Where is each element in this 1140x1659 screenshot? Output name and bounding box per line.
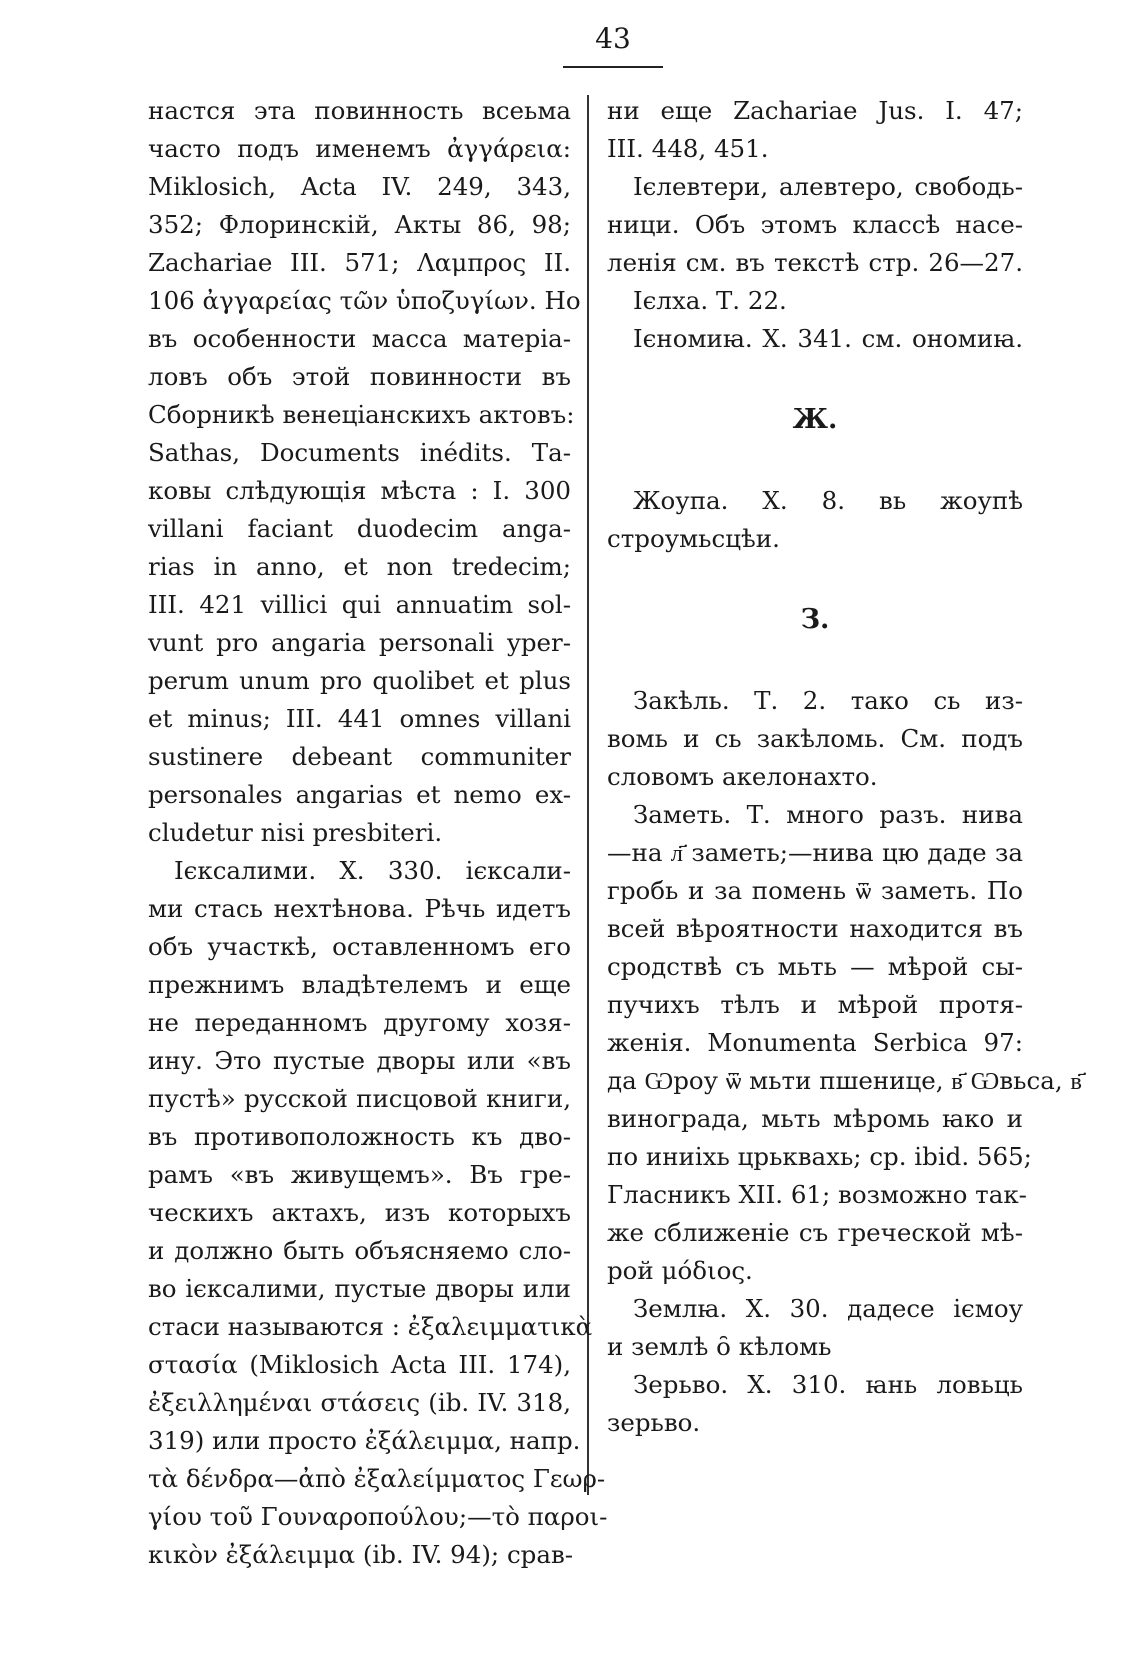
text-line: въ особенности масса матеріа- [148,324,571,353]
text-line: зерьво. [607,1408,701,1437]
spacer [607,637,1023,682]
text-line: γίου τοῦ Γουναροπούλου;—τὸ παροι- [148,1502,608,1531]
text-line: въ противоположность къ дво- [148,1122,571,1151]
text-line: же сближеніе съ греческой мѣ- [607,1218,1023,1247]
spacer [607,358,1023,403]
text-line: villani faciant duodecim anga- [148,514,571,543]
text-line: настся эта повинность всеьма [148,96,571,125]
text-line: пучихъ тѣлъ и мѣрой протя- [607,990,1023,1019]
text-line: ми стась нехтѣнова. Рѣчь идетъ [148,894,571,923]
text-line: στασία (Miklosich Acta III. 174), [148,1350,571,1379]
text-line: ἐξειλλημέναι στάσεις (ib. IV. 318, [148,1388,571,1417]
entry-headword-line: Жоупа. Х. 8. вь жоупѣ [633,486,1023,515]
spacer [607,558,1023,603]
text-line: κικὸν ἐξάλειμμα (ib. IV. 94); срав- [148,1540,574,1569]
text-line: и землѣ о̑ кѣломь [607,1332,832,1361]
text-line: ческихъ актахъ, изъ которыхъ [148,1198,571,1227]
text-line: 352; Флоринскій, Акты 86, 98; [148,210,571,239]
text-line: rias in anno, et non tredecim; [148,552,571,581]
text-line: ину. Это пустые дворы или «въ [148,1046,571,1075]
text-line: ловъ объ этой повинности въ [148,362,571,391]
left-column [148,92,608,1574]
text-line: Zachariae III. 571; Λαμπρος II. [148,248,571,277]
text-line: сродствѣ съ мьть — мѣрой сы- [607,952,1023,981]
text-line: да Ѡроу ѿ мьти пшенице, в҃ Ѡвьса, в҃ [607,1066,1082,1095]
text-line: III. 448, 451. [607,134,769,163]
text-line: стаси называются : ἐξαλειμματικὰ [148,1312,593,1341]
text-line: рой μόδιος. [607,1256,753,1285]
column-divider [587,95,589,1495]
text-line: всей вѣроятности находится въ [607,914,1023,943]
entry-headword-line: Землꙗ. Х. 30. дадесе іємоу [633,1294,1023,1323]
page-number: 43 [595,22,631,55]
text-line: часто подъ именемъ ἀγγάρεια: [148,134,571,163]
text-line: III. 421 villici qui annuatim sol- [148,590,571,619]
entry-headword-line: Ієлевтери, алевтеро, свободь- [633,172,1023,201]
text-line: словомъ акелонахто. [607,762,878,791]
text-line: вомь и сь закѣломь. См. подъ [607,724,1023,753]
text-line: ници. Объ этомъ классѣ насе- [607,210,1023,239]
text-line: 106 ἀγγαρείας τῶν ὑποζυγίων. Но [148,286,581,315]
text-line: τὰ δένδρα—ἀπὸ ἐξαλείμματος Γεωρ- [148,1464,606,1493]
text-line: perum unum pro quolibet et plus [148,666,571,695]
text-line: рамъ «въ живущемъ». Въ гре- [148,1160,571,1189]
text-line: не переданномъ другому хозя- [148,1008,571,1037]
text-line: объ участкѣ, оставленномъ его [148,932,571,961]
text-line: cludetur nisi presbiteri. [148,818,443,847]
text-line: во ієксалими, пустые дворы или [148,1274,571,1303]
entry-headword-line: Ієномиꙗ. Х. 341. см. ономиꙗ. [633,324,1023,353]
right-column [607,92,1082,1442]
spacer [607,437,1023,482]
text-line: прежнимъ владѣтелемъ и еще [148,970,571,999]
text-line: по иниіхь црьквахь; cp. ibid. 565; [607,1142,1032,1171]
text-line: строумьсцѣи. [607,524,780,553]
text-line: пустѣ» русской писцовой книги, [148,1084,571,1113]
text-line: Гласникъ XII. 61; возможно так- [607,1180,1027,1209]
entry-headword-line: Ієксалими. Х. 330. ієксали- [174,856,571,885]
text-line: sustinere debeant communiter [148,742,571,771]
entry-headword-line: Ієлха. Т. 22. [633,286,787,315]
text-line: et minus; III. 441 omnes villani [148,704,571,733]
text-line: ковы слѣдующія мѣста : I. 300 [148,476,571,505]
text-line: гробь и за помень ѿ заметь. По [607,876,1023,905]
text-line: Сборникѣ венеціанскихъ актовъ: [148,400,575,429]
header-rule [563,66,663,68]
text-line: женія. Monumenta Serbica 97: [607,1028,1023,1057]
text-line: personales angarias et nemo ex- [148,780,571,809]
text-line: vunt pro angaria personali yper- [148,628,571,657]
text-line: ленія см. въ текстѣ стр. 26—27. [607,248,1023,277]
entry-headword-line: Заметь. Т. много разъ. нива [633,800,1023,829]
text-line: Miklosich, Acta IV. 249, 343, [148,172,571,201]
text-line: 319) или просто ἐξάλειμμα, напр. [148,1426,581,1455]
text-line: винограда, мьть мѣромь ꙗко и [607,1104,1023,1133]
section-heading: Ж. [792,404,838,435]
section-heading: З. [800,604,830,635]
text-line: Sathas, Documents inédits. Та- [148,438,571,467]
entry-headword-line: Закѣль. Т. 2. тако сь из- [633,686,1023,715]
entry-headword-line: Зерьво. Х. 310. ꙗнь ловьць [633,1370,1023,1399]
text-line: —на л҃ заметь;—нива цю даде за [607,838,1023,867]
text-line: и должно быть объясняемо сло- [148,1236,571,1265]
text-line: ни еще Zachariae Jus. I. 47; [607,96,1023,125]
